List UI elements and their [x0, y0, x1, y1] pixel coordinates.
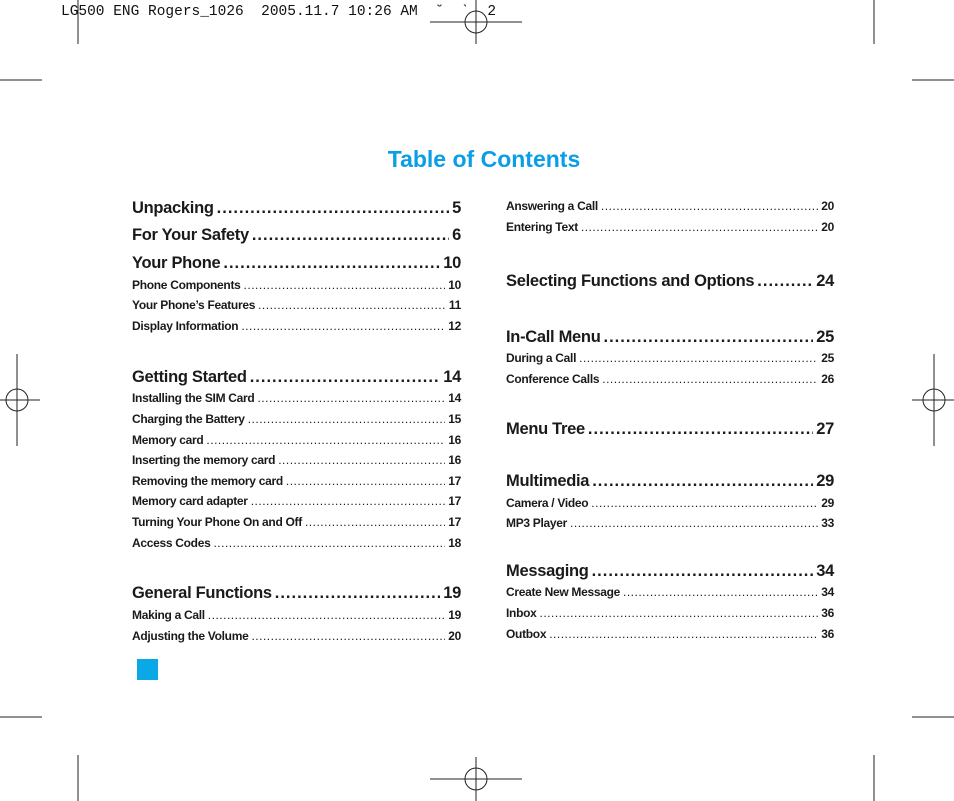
toc-dot-leader — [601, 199, 818, 213]
toc-entry-page: 26 — [821, 372, 834, 386]
toc-entry-title: Installing the SIM Card — [132, 391, 255, 405]
toc-entry-page: 17 — [448, 474, 461, 488]
toc-dot-leader — [581, 220, 818, 234]
toc-entry[interactable] — [132, 278, 461, 292]
toc-entry-title: Menu Tree — [506, 420, 585, 438]
toc-entry[interactable] — [506, 472, 834, 491]
toc-entry-title: MP3 Player — [506, 516, 568, 530]
toc-dot-leader — [217, 199, 449, 218]
toc-dot-leader — [257, 391, 445, 405]
registration-mark-top — [430, 0, 522, 44]
toc-entry-title: Phone Components — [132, 278, 241, 292]
toc-entry-title: Removing the memory card — [132, 474, 283, 488]
page-marker-square — [137, 659, 158, 680]
toc-entry-page: 19 — [448, 608, 461, 622]
toc-dot-leader — [223, 254, 440, 273]
toc-entry-title: During a Call — [506, 351, 577, 365]
toc-entry-page: 17 — [448, 515, 461, 529]
toc-entry[interactable] — [132, 412, 461, 426]
toc-entry[interactable] — [506, 220, 834, 234]
toc-entry[interactable] — [132, 453, 461, 467]
toc-entry-page: 16 — [448, 433, 461, 447]
toc-entry-page: 11 — [448, 298, 461, 312]
toc-dot-leader — [258, 298, 446, 312]
toc-entry[interactable] — [132, 298, 461, 312]
toc-dot-leader — [244, 278, 446, 292]
toc-dot-leader — [213, 536, 445, 550]
toc-entry-title: General Functions — [132, 584, 272, 602]
toc-entry-title: Camera / Video — [506, 496, 589, 510]
toc-entry[interactable] — [506, 372, 834, 386]
toc-entry-title: Turning Your Phone On and Off — [132, 515, 302, 529]
toc-entry-page: 20 — [448, 629, 461, 643]
toc-entry-title: For Your Safety — [132, 226, 249, 244]
toc-entry-page: 17 — [448, 494, 461, 508]
toc-entry[interactable] — [132, 433, 461, 447]
toc-dot-leader — [275, 584, 440, 603]
toc-entry[interactable] — [132, 368, 461, 387]
toc-dot-leader — [241, 319, 445, 333]
toc-entry[interactable] — [132, 494, 461, 508]
toc-entry-page: 29 — [821, 496, 834, 510]
toc-entry[interactable] — [132, 536, 461, 550]
toc-dot-leader — [305, 515, 445, 529]
toc-entry-page: 15 — [448, 412, 461, 426]
toc-dot-leader — [570, 516, 818, 530]
registration-mark-right — [912, 354, 954, 446]
toc-entry-title: Messaging — [506, 562, 589, 580]
toc-entry-page: 20 — [821, 199, 834, 213]
toc-entry[interactable] — [506, 606, 834, 620]
toc-entry-title: Display Information — [132, 319, 239, 333]
toc-entry[interactable] — [506, 272, 834, 291]
toc-dot-leader — [549, 627, 818, 641]
print-slug-header: LG500 ENG Rogers_1026 2005.11.7 10:26 AM ˘ ˋ 2 — [61, 4, 497, 20]
toc-dot-leader — [591, 496, 818, 510]
toc-entry-page: 5 — [452, 199, 461, 217]
toc-dot-leader — [252, 226, 449, 245]
toc-entry-page: 25 — [821, 351, 834, 365]
toc-entry-page: 27 — [816, 420, 834, 438]
toc-dot-leader — [623, 585, 818, 599]
page-title: Table of Contents — [387, 146, 581, 172]
toc-entry-page: 24 — [816, 272, 834, 290]
toc-entry[interactable] — [132, 199, 461, 218]
toc-entry[interactable] — [132, 608, 461, 622]
toc-entry[interactable] — [506, 199, 834, 213]
toc-dot-leader — [278, 453, 445, 467]
toc-dot-leader — [206, 433, 445, 447]
toc-entry[interactable] — [132, 584, 461, 603]
toc-entry[interactable] — [506, 420, 834, 439]
toc-entry-title: Making a Call — [132, 608, 205, 622]
toc-dot-leader — [248, 412, 446, 426]
toc-entry[interactable] — [506, 351, 834, 365]
toc-entry-page: 19 — [443, 584, 461, 602]
toc-entry-page: 29 — [816, 472, 834, 490]
toc-dot-leader — [286, 474, 445, 488]
toc-entry-title: Your Phone’s Features — [132, 298, 256, 312]
toc-entry[interactable] — [506, 328, 834, 347]
toc-dot-leader — [603, 328, 813, 347]
toc-entry[interactable] — [506, 496, 834, 510]
toc-entry-title: Multimedia — [506, 472, 590, 490]
toc-entry-title: Memory card adapter — [132, 494, 248, 508]
toc-dot-leader — [540, 606, 819, 620]
toc-entry[interactable] — [132, 391, 461, 405]
toc-entry-title: Unpacking — [132, 199, 214, 217]
toc-entry-title: Outbox — [506, 627, 547, 641]
toc-entry-title: Memory card — [132, 433, 204, 447]
toc-entry[interactable] — [132, 629, 461, 643]
registration-mark-bottom — [430, 757, 522, 801]
toc-entry-page: 20 — [821, 220, 834, 234]
toc-entry-title: Charging the Battery — [132, 412, 245, 426]
toc-entry-page: 36 — [821, 606, 834, 620]
toc-dot-leader — [592, 472, 813, 491]
toc-entry-title: Entering Text — [506, 220, 578, 234]
toc-entry[interactable] — [506, 627, 834, 641]
toc-entry[interactable] — [506, 516, 834, 530]
toc-dot-leader — [757, 272, 813, 291]
toc-dot-leader — [250, 368, 441, 387]
toc-entry-page: 25 — [816, 328, 834, 346]
toc-entry-page: 36 — [821, 627, 834, 641]
toc-entry-title: Selecting Functions and Options — [506, 272, 755, 290]
registration-mark-left — [0, 354, 40, 446]
toc-entry-page: 12 — [448, 319, 461, 333]
toc-dot-leader — [602, 372, 818, 386]
toc-entry[interactable] — [506, 585, 834, 599]
toc-dot-leader — [588, 420, 813, 439]
toc-dot-leader — [251, 494, 446, 508]
toc-entry-page: 10 — [448, 278, 461, 292]
toc-entry-title: Adjusting the Volume — [132, 629, 249, 643]
toc-entry[interactable] — [132, 474, 461, 488]
toc-entry-title: Answering a Call — [506, 199, 598, 213]
toc-entry-page: 33 — [821, 516, 834, 530]
toc-entry-title: Access Codes — [132, 536, 211, 550]
toc-entry-page: 18 — [448, 536, 461, 550]
toc-entry-title: Create New Message — [506, 585, 620, 599]
toc-entry[interactable] — [132, 254, 461, 273]
toc-entry[interactable] — [132, 515, 461, 529]
toc-dot-leader — [251, 629, 445, 643]
toc-entry-title: Inbox — [506, 606, 537, 620]
toc-entry[interactable] — [506, 562, 834, 581]
toc-entry[interactable] — [132, 319, 461, 333]
toc-entry-title: Inserting the memory card — [132, 453, 276, 467]
toc-entry-title: In-Call Menu — [506, 328, 601, 346]
toc-entry-page: 6 — [452, 226, 461, 244]
toc-entry-page: 34 — [821, 585, 834, 599]
toc-entry-page: 10 — [443, 254, 461, 272]
toc-entry-page: 34 — [816, 562, 834, 580]
toc-dot-leader — [592, 562, 814, 581]
toc-entry-page: 16 — [448, 453, 461, 467]
toc-entry-page: 14 — [448, 391, 461, 405]
toc-entry-title: Getting Started — [132, 368, 247, 386]
toc-entry-title: Your Phone — [132, 254, 221, 272]
toc-dot-leader — [208, 608, 445, 622]
toc-dot-leader — [579, 351, 818, 365]
toc-entry[interactable] — [132, 226, 461, 245]
toc-entry-page: 14 — [443, 368, 461, 386]
toc-entry-title: Conference Calls — [506, 372, 600, 386]
